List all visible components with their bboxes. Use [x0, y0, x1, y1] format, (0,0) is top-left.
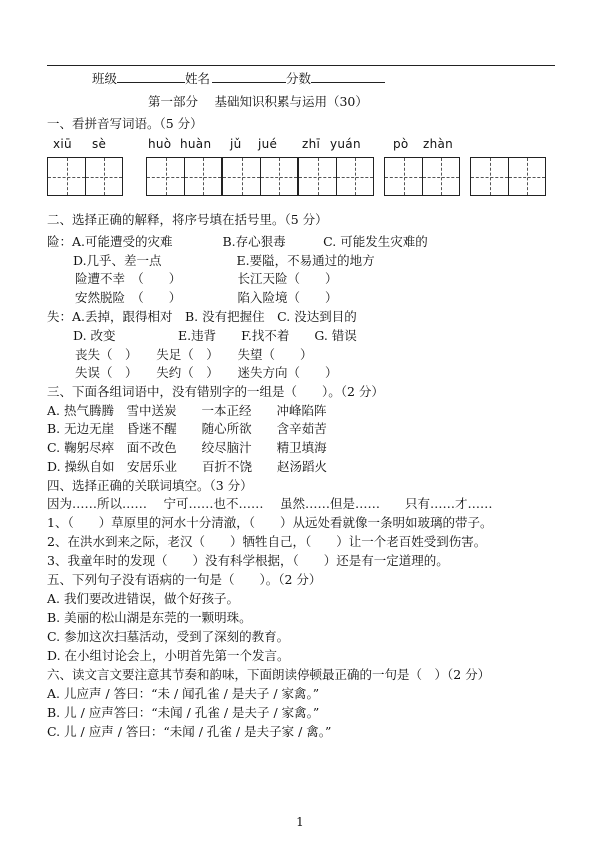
- q1-title: 一、看拼音写词语。（5 分）: [47, 116, 203, 131]
- part-title: 第一部分 基础知识积累与运用（30）: [148, 94, 368, 109]
- q5-option-a: A. 我们要改进错误，做个好孩子。: [47, 591, 239, 606]
- q6-title: 六、读文言文要注意其节奏和韵味，下面朗读停顿最正确的一句是（ ）（2 分）: [47, 667, 491, 682]
- pinyin-4: huàn: [180, 137, 212, 151]
- tianzige-cell[interactable]: [223, 158, 260, 195]
- score-label: 分数: [286, 71, 312, 86]
- q3-option-c: C. 鞠躬尽瘁 面不改色 绞尽脑汁 精卫填海: [47, 440, 327, 455]
- q4-conjunction-list: 因为……所以…… 宁可……也不…… 虽然……但是…… 只有……才……: [47, 496, 493, 511]
- tianzige-cell[interactable]: [48, 158, 85, 195]
- tianzige-cell[interactable]: [508, 158, 545, 195]
- pinyin-10: zhàn: [423, 137, 454, 151]
- student-info-line: [92, 70, 385, 87]
- tianzige-cell[interactable]: [85, 158, 122, 195]
- tianzige-box-5[interactable]: [384, 157, 460, 196]
- class-blank[interactable]: [117, 70, 185, 83]
- tianzige-cell[interactable]: [385, 158, 422, 195]
- q4-title: 四、选择正确的关联词填空。（3 分）: [47, 478, 253, 493]
- shi-options-line-2: D. 改变 E.违背 F.找不着 G. 错误: [73, 328, 357, 343]
- tianzige-box-3[interactable]: [222, 157, 298, 196]
- q5-option-b: B. 美丽的松山湖是东莞的一颗明珠。: [47, 610, 252, 625]
- xian-options-line-2: D.几乎、差一点 E.要隘，不易通过的地方: [73, 253, 375, 268]
- header-rule: [47, 65, 555, 66]
- xian-options-line-1: 险：A.可能遭受的灾难 B.存心狠毒 C. 可能发生灾难的: [47, 234, 428, 249]
- pinyin-2: sè: [92, 137, 107, 151]
- tianzige-cell[interactable]: [184, 158, 221, 195]
- tianzige-cell[interactable]: [422, 158, 459, 195]
- tianzige-cell[interactable]: [147, 158, 184, 195]
- name-label: 姓名: [185, 71, 211, 86]
- pinyin-3: huò: [148, 137, 172, 151]
- q4-sentence-1: 1、（ ）草原里的河水十分清澈，（ ）从远处看就像一条明如玻璃的带子。: [47, 515, 493, 530]
- tianzige-cell[interactable]: [299, 158, 336, 195]
- xian-items-line-1: 险遭不幸 （ ） 长江天险（ ）: [75, 271, 338, 286]
- score-blank[interactable]: [311, 70, 385, 83]
- tianzige-box-1[interactable]: [47, 157, 123, 196]
- tianzige-cell[interactable]: [260, 158, 297, 195]
- q5-option-d: D. 在小组讨论会上，小明首先第一个发言。: [47, 648, 290, 663]
- shi-options-line-1: 失：A.丢掉，跟得相对 B. 没有把握住 C. 没达到目的: [47, 309, 357, 324]
- xian-items-line-2: 安然脱险 （ ） 陷入险境（ ）: [75, 290, 338, 305]
- page-number: 1: [296, 815, 304, 829]
- name-blank[interactable]: [212, 70, 286, 83]
- shi-items-line-2: 失误（ ） 失约（ ） 迷失方向（ ）: [75, 365, 338, 380]
- tianzige-cell[interactable]: [471, 158, 508, 195]
- q3-option-b: B. 无边无崖 昏迷不醒 随心所欲 含辛茹苦: [47, 421, 327, 436]
- pinyin-7: zhī: [302, 137, 321, 151]
- tianzige-box-4[interactable]: [298, 157, 374, 196]
- pinyin-8: yuán: [330, 137, 361, 151]
- q3-option-d: D. 操纵自如 安居乐业 百折不饶 赵汤蹈火: [47, 459, 328, 474]
- tianzige-box-2[interactable]: [146, 157, 222, 196]
- pinyin-5: jǔ: [230, 137, 242, 151]
- q6-option-b: B. 儿 / 应声答曰：“未闻 / 孔雀 / 是夫子 / 家禽。”: [47, 705, 320, 720]
- q2-title: 二、选择正确的解释，将序号填在括号里。（5 分）: [47, 212, 328, 227]
- class-label: 班级: [92, 71, 118, 86]
- q3-title: 三、下面各组词语中，没有错别字的一组是（ ）。（2 分）: [47, 384, 384, 399]
- tianzige-cell[interactable]: [336, 158, 373, 195]
- q6-option-c: C. 儿 / 应声 / 答曰：“未闻 / 孔雀 / 是夫子家 / 禽。”: [47, 724, 332, 739]
- pinyin-1: xiū: [53, 137, 72, 151]
- q4-sentence-3: 3、我童年时的发现（ ）没有科学根据，（ ）还是有一定道理的。: [47, 553, 449, 568]
- q4-sentence-2: 2、在洪水到来之际，老汉（ ）牺牲自己，（ ）让一个老百姓受到伤害。: [47, 534, 487, 549]
- pinyin-9: pò: [393, 137, 409, 151]
- shi-items-line-1: 丧失（ ） 失足（ ） 失望（ ）: [75, 347, 313, 362]
- q5-title: 五、下列句子没有语病的一句是（ ）。（2 分）: [47, 572, 322, 587]
- pinyin-6: jué: [258, 137, 278, 151]
- q3-option-a: A. 热气腾腾 雪中送炭 一本正经 冲峰陷阵: [47, 403, 327, 418]
- q5-option-c: C. 参加这次扫墓活动，受到了深刻的教育。: [47, 629, 290, 644]
- q6-option-a: A. 儿应声 / 答曰：“未 / 闻孔雀 / 是夫子 / 家禽。”: [47, 686, 320, 701]
- tianzige-box-6[interactable]: [470, 157, 546, 196]
